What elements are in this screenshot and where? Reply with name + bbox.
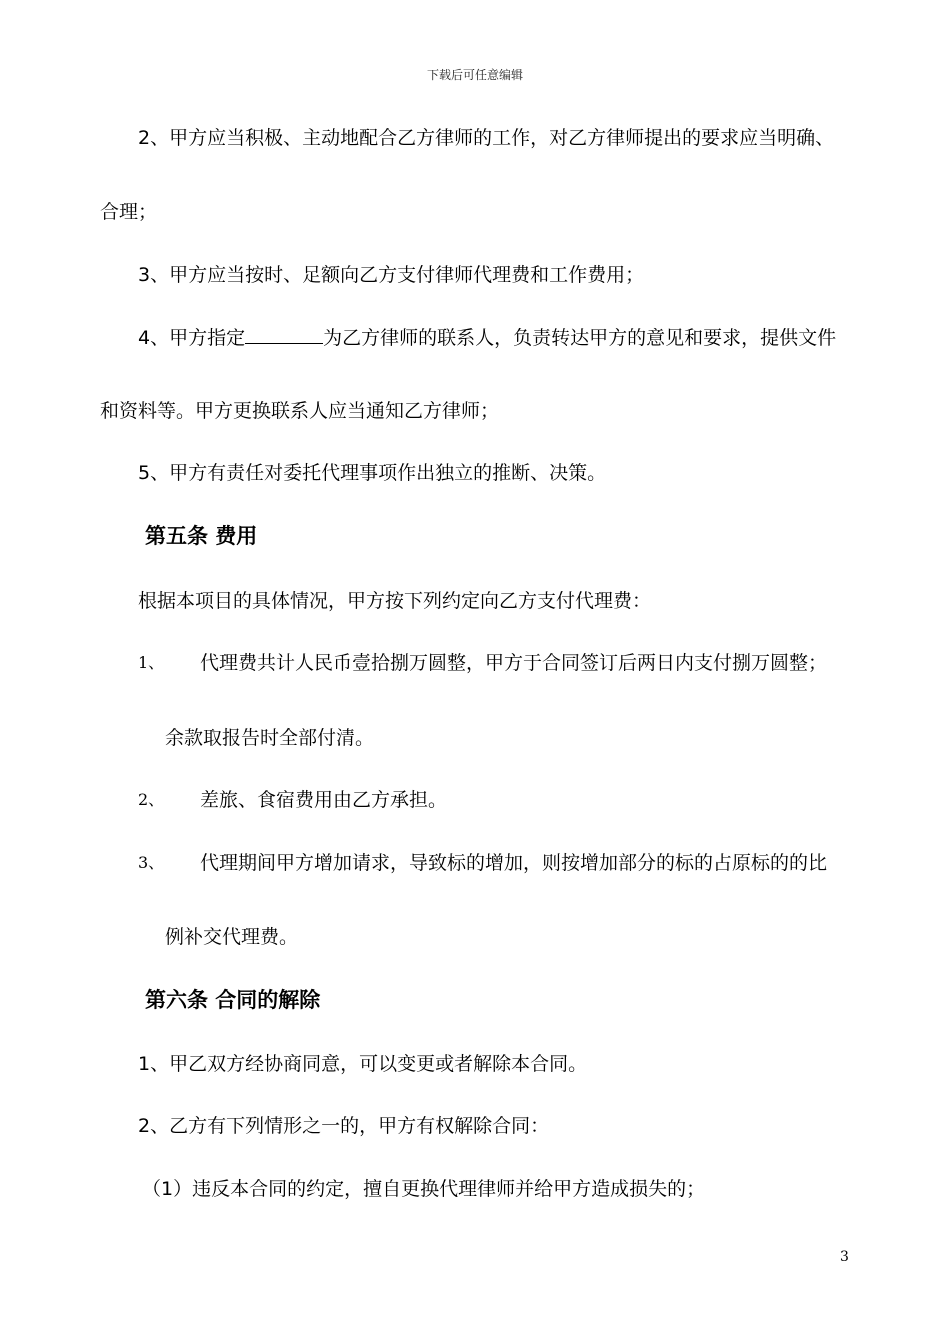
fee-item-2-number: 2、 [138,790,165,809]
article-6-item-2-sub-1: （1）违反本合同的约定，擅自更换代理律师并给甲方造成损失的； [142,1178,706,1200]
contact-blank-field [245,325,323,344]
article-6-heading: 第六条 合同的解除 [145,988,321,1012]
fee-item-1-line-2: 余款取报告时全部付清。 [165,727,375,749]
fee-item-2: 差旅、食宿费用由乙方承担。 [200,789,448,811]
item-4-suffix: 为乙方律师的联系人，负责转达甲方的意见和要求，提供文件 [323,327,837,349]
fee-item-1-number: 1、 [138,653,165,672]
fee-item-3-line-1: 代理期间甲方增加请求，导致标的增加，则按增加部分的标的占原标的的比 [200,852,828,874]
article-6-item-1: 1、甲乙双方经协商同意，可以变更或者解除本合同。 [138,1053,588,1075]
fee-item-3-line-2: 例补交代理费。 [165,926,299,948]
fee-item-1-line-1: 代理费共计人民币壹拾捌万圆整，甲方于合同签订后两日内支付捌万圆整； [200,652,828,674]
fee-item-3-number: 3、 [138,853,165,872]
clause-4-item-2-line-1: 2、甲方应当积极、主动地配合乙方律师的工作，对乙方律师提出的要求应当明确、 [138,127,835,149]
article-5-intro: 根据本项目的具体情况，甲方按下列约定向乙方支付代理费： [138,590,652,612]
clause-4-item-5: 5、甲方有责任对委托代理事项作出独立的推断、决策。 [138,462,607,484]
clause-4-item-4-line-2: 和资料等。甲方更换联系人应当通知乙方律师； [100,400,500,422]
clause-4-item-3: 3、甲方应当按时、足额向乙方支付律师代理费和工作费用； [138,264,645,286]
page-number: 3 [840,1249,849,1265]
item-4-prefix: 4、甲方指定 [138,327,246,349]
page-header: 下载后可任意编辑 [426,68,523,82]
clause-4-item-4-line-1 [138,325,836,350]
article-5-heading: 第五条 费用 [145,524,258,548]
clause-4-item-2-line-2: 合理； [100,201,158,223]
article-6-item-2: 2、乙方有下列情形之一的，甲方有权解除合同： [138,1115,550,1137]
